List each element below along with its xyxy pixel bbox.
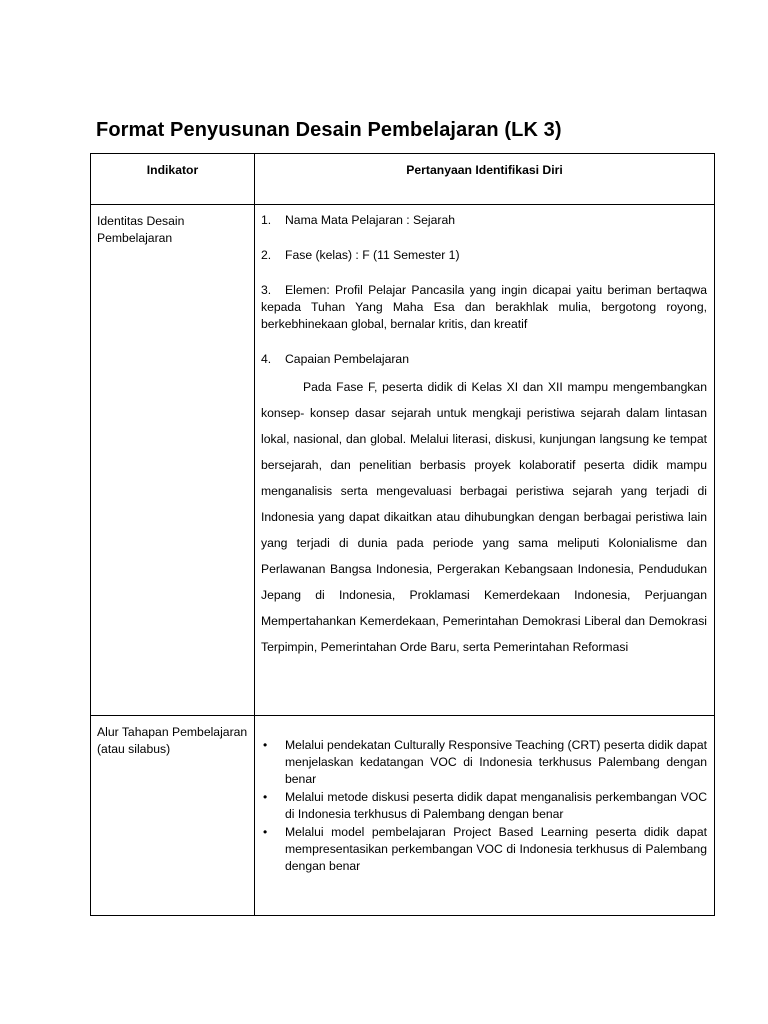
list-item: [261, 737, 707, 788]
header-indikator-label: Indikator: [146, 163, 199, 177]
table-row: [91, 716, 715, 916]
bullet-text: Melalui model pembelajaran Project Based Learning peserta didik dapat mempresentasikan perkembangan VOC di Indonesia terkhusus di Palembang dengan benar: [285, 825, 707, 873]
list-item: [261, 212, 707, 229]
list-item: [261, 824, 707, 875]
bullet-icon: •: [263, 790, 268, 804]
table-row: [91, 205, 715, 716]
row-content-identitas: [255, 205, 715, 716]
table-header-row: [91, 154, 715, 205]
header-pertanyaan: [255, 154, 715, 205]
item-number: 4.: [261, 352, 272, 366]
list-item: [261, 351, 707, 368]
bullet-list: [261, 737, 707, 875]
design-table: [90, 153, 715, 916]
header-pertanyaan-label: Pertanyaan Identifikasi Diri: [406, 163, 563, 177]
bullet-icon: •: [263, 825, 268, 839]
row-label-identitas: Identitas Desain Pembelajaran: [91, 205, 255, 716]
item-text: Elemen: Profil Pelajar Pancasila yang ingin dicapai yaitu beriman bertaqwa kepada Tuhan Yang Maha Esa dan berakhlak mulia, bergotong royong, berkebhinekaan global, bernalar kritis, dan kreatif: [261, 283, 707, 331]
row-label-alur: Alur Tahapan Pembelajaran (atau silabus): [91, 716, 255, 916]
item-number: 1.: [261, 213, 272, 227]
list-item: [261, 247, 707, 264]
bullet-text: Melalui metode diskusi peserta didik dapat menganalisis perkembangan VOC di Indonesia terkhusus di Palembang dengan benar: [285, 790, 707, 821]
item-number: 3.: [261, 283, 272, 297]
list-item: [261, 282, 707, 333]
capaian-paragraph: Pada Fase F, peserta didik di Kelas XI dan XII mampu mengembangkan konsep- konsep dasar sejarah untuk mengkaji peristiwa sejarah dalam lintasan lokal, nasional, dan global. Melalui literasi, diskusi, kunjungan langsung ke tempat bersejarah, dan penelitian berbasis proyek kolaboratif peserta didik mampu menganalisis serta mengevaluasi berbagai peristiwa sejarah yang terjadi di Indonesia yang dapat dikaitkan atau dihubungkan dengan berbagai peristiwa lain yang terjadi di dunia pada periode yang sama meliputi Kolonialisme dan Perlawanan Bangsa Indonesia, Pergerakan Kebangsaan Indonesia, Pendudukan Jepang di Indonesia, Proklamasi Kemerdekaan Indonesia, Perjuangan Mempertahankan Kemerdekaan, Pemerintahan Demokrasi Liberal dan Demokrasi Terpimpin, Pemerintahan Orde Baru, serta Pemerintahan Reformasi: [261, 380, 707, 654]
item-text: Capaian Pembelajaran: [285, 352, 409, 366]
item-number: 2.: [261, 248, 272, 262]
row-content-alur: [255, 716, 715, 916]
page-title: Format Penyusunan Desain Pembelajaran (LK 3): [96, 119, 562, 141]
bullet-icon: •: [263, 738, 268, 752]
item-text: Fase (kelas) : F (11 Semester 1): [285, 248, 460, 262]
header-indikator: [91, 154, 255, 205]
bullet-text: Melalui pendekatan Culturally Responsive Teaching (CRT) peserta didik dapat menjelaskan kedatangan VOC di Indonesia terkhusus Palembang dengan benar: [285, 738, 707, 786]
list-item: [261, 789, 707, 823]
item-text: Nama Mata Pelajaran : Sejarah: [285, 213, 456, 227]
